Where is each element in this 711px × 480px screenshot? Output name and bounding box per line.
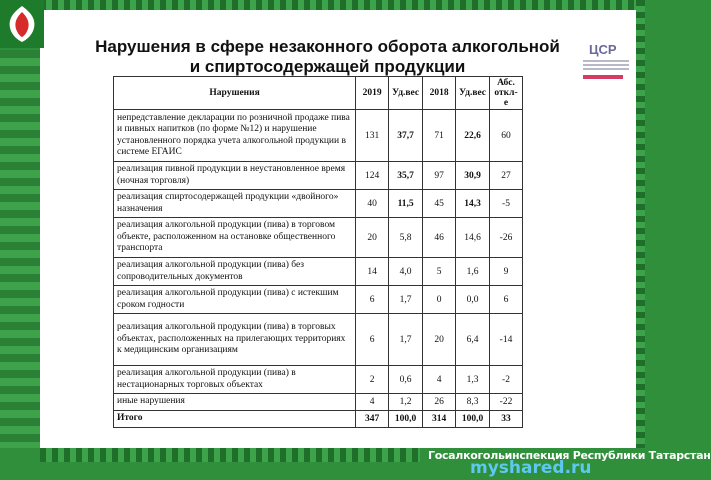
row-share-2018: 1,3	[456, 366, 490, 394]
csr-logo-strip	[583, 75, 623, 79]
table-row	[114, 218, 523, 258]
violations-table	[113, 76, 523, 428]
row-2018: 45	[423, 190, 456, 218]
row-share-2018: 14,3	[456, 190, 490, 218]
row-2019: 2	[356, 366, 389, 394]
row-share-2018: 14,6	[456, 218, 490, 258]
row-desc: непредставление декларации по розничной продаже пива и пивных напитков (по форме №12) и нарушение установленного порядка учета алкогольной продукции в системе ЕГАИС	[114, 110, 356, 162]
row-2018: 0	[423, 286, 456, 314]
watermark-text: myshared.ru	[470, 458, 592, 478]
header-2019: 2019	[356, 77, 389, 110]
row-abs: -14	[490, 314, 523, 366]
row-abs: -26	[490, 218, 523, 258]
row-2019: 6	[356, 314, 389, 366]
row-share-2019: 1,7	[389, 314, 423, 366]
footer-org-name: Госалкогольинспекция Республики Татарстан	[428, 449, 711, 462]
row-2018: 97	[423, 162, 456, 190]
row-share-2018: 0,0	[456, 286, 490, 314]
row-share-2018: 30,9	[456, 162, 490, 190]
row-abs: 6	[490, 286, 523, 314]
row-abs: -22	[490, 394, 523, 411]
row-abs: 60	[490, 110, 523, 162]
table-row	[114, 314, 523, 366]
tatarstan-emblem-logo	[0, 0, 44, 48]
row-share-2018: 22,6	[456, 110, 490, 162]
row-2019: 20	[356, 218, 389, 258]
row-2018: 26	[423, 394, 456, 411]
total-abs: 33	[490, 411, 523, 428]
total-2018: 314	[423, 411, 456, 428]
header-violations: Нарушения	[114, 77, 356, 110]
table-row	[114, 258, 523, 286]
row-2019: 40	[356, 190, 389, 218]
row-2018: 20	[423, 314, 456, 366]
csr-logo-lines	[583, 60, 629, 72]
header-share-2019: Уд.вес	[389, 77, 423, 110]
row-abs: -2	[490, 366, 523, 394]
table-row	[114, 286, 523, 314]
row-share-2019: 5,8	[389, 218, 423, 258]
table-total-row	[114, 411, 523, 428]
csr-logo	[579, 38, 634, 83]
top-ornament	[40, 0, 636, 10]
row-2019: 131	[356, 110, 389, 162]
row-2019: 6	[356, 286, 389, 314]
row-share-2019: 37,7	[389, 110, 423, 162]
right-ornament	[636, 0, 645, 480]
row-share-2018: 1,6	[456, 258, 490, 286]
row-abs: 27	[490, 162, 523, 190]
total-desc: Итого	[114, 411, 356, 428]
row-2019: 4	[356, 394, 389, 411]
header-2018: 2018	[423, 77, 456, 110]
title-line-2: и спиртосодержащей продукции	[189, 57, 466, 76]
row-share-2018: 6,4	[456, 314, 490, 366]
csr-logo-text: ЦСР	[589, 42, 617, 57]
row-2019: 14	[356, 258, 389, 286]
row-desc: реализация алкогольной продукции (пива) в торговых объектах, расположенных на прилегающих территориях к медицинским организациям	[114, 314, 356, 366]
row-desc: иные нарушения	[114, 394, 356, 411]
table-row	[114, 190, 523, 218]
row-abs: 9	[490, 258, 523, 286]
total-2019: 347	[356, 411, 389, 428]
row-desc: реализация алкогольной продукции (пива) в нестационарных торговых объектах	[114, 366, 356, 394]
table-row	[114, 394, 523, 411]
row-2018: 46	[423, 218, 456, 258]
row-2018: 4	[423, 366, 456, 394]
row-desc: реализация алкогольной продукции (пива) без сопроводительных документов	[114, 258, 356, 286]
row-desc: реализация алкогольной продукции (пива) в торговом объекте, расположенном на остановке общественного транспорта	[114, 218, 356, 258]
row-desc: реализация пивной продукции в неустановленное время (ночная торговля)	[114, 162, 356, 190]
slide-title	[55, 37, 600, 77]
row-2018: 5	[423, 258, 456, 286]
row-share-2019: 11,5	[389, 190, 423, 218]
table-header-row	[114, 77, 523, 110]
row-abs: -5	[490, 190, 523, 218]
row-share-2019: 1,2	[389, 394, 423, 411]
row-share-2019: 1,7	[389, 286, 423, 314]
row-share-2019: 0,6	[389, 366, 423, 394]
row-desc: реализация алкогольной продукции (пива) с истекшим сроком годности	[114, 286, 356, 314]
table-row	[114, 162, 523, 190]
header-share-2018: Уд.вес	[456, 77, 490, 110]
row-share-2019: 4,0	[389, 258, 423, 286]
header-abs-deviation: Абс. откл-е	[490, 77, 523, 110]
left-ornament	[0, 50, 40, 480]
emblem-icon	[4, 4, 40, 44]
row-2019: 124	[356, 162, 389, 190]
total-share-2018: 100,0	[456, 411, 490, 428]
row-2018: 71	[423, 110, 456, 162]
table-row	[114, 110, 523, 162]
row-share-2019: 35,7	[389, 162, 423, 190]
row-share-2018: 8,3	[456, 394, 490, 411]
total-share-2019: 100,0	[389, 411, 423, 428]
row-desc: реализация спиртосодержащей продукции «двойного» назначения	[114, 190, 356, 218]
footer-ornament	[40, 448, 420, 462]
title-line-1: Нарушения в сфере незаконного оборота алкогольной	[95, 37, 560, 56]
table-row	[114, 366, 523, 394]
